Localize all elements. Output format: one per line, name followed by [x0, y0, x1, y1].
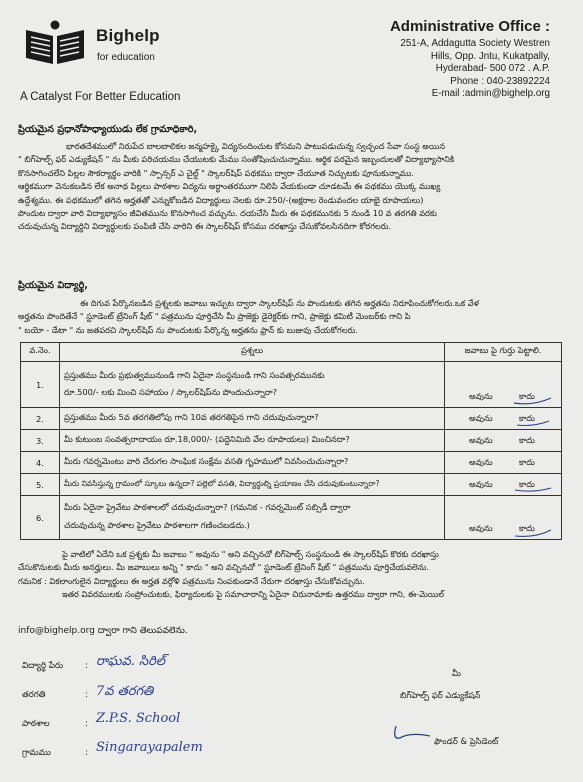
- answer-cell[interactable]: [445, 496, 562, 540]
- column-header-number: వ.నెం.: [21, 343, 60, 362]
- class-value[interactable]: 7వ తరగతి: [96, 684, 154, 699]
- intro-paragraph: [18, 140, 566, 234]
- question-cell: [60, 496, 445, 540]
- answer-cell[interactable]: [445, 408, 562, 430]
- table-row: [21, 362, 562, 408]
- row-number: 5.: [21, 474, 60, 496]
- paragraph-line: భారతదేశములో నిరుపేద బాలబాలికల జన్మహక్కై విద్యనందించుట కోసమని పాటుపడుచున్న స్వచ్ఛంద సేవా సంస్థ అయిన: [66, 141, 446, 151]
- founder-president-title: ఫౌండర్ & ప్రెసిడెంట్: [434, 736, 499, 746]
- contact-email-line[interactable]: info@bighelp.org ద్వారా గాని తెలుపవలెను.: [18, 626, 188, 636]
- tick-mark-icon: [513, 485, 553, 493]
- brand-name: Bighelp: [96, 26, 160, 45]
- paragraph-line: అర్హతను పొందితేనే " స్టూడెంట్ ట్రేనింగ్ షీట్ " పత్రమును పూర్తిచేసి మీ ప్రాజెక్టు డైరెక్టర్‌కు గాని, ప్రాజెక్టు కమిటీ మెంబర్‌కు గాని పి: [18, 311, 411, 322]
- school-value[interactable]: Z.P.S. School: [96, 711, 181, 726]
- tick-mark-icon: [513, 529, 553, 537]
- office-phone: Phone : 040-23892224: [450, 75, 550, 87]
- question-line: రూ.500/- లకు మించి సహాయం / స్కాలర్‌షిప్‌ను పొందుచున్నారా?: [64, 387, 278, 397]
- paragraph-line: ఈ దిగువ పేర్కొనబడిన ప్రశ్నలకు జవాబు ఇచ్చుట ద్వారా స్కాలర్‌షిప్ ను పొందుటకు తగిన అర్హతను నిరూపించుకోగలరు.ఒక వేళ: [80, 298, 479, 308]
- field-label-school: పాఠశాల: [22, 719, 50, 729]
- paragraph-line: ఆర్థికముగా వెనుకబడిన లేక అనాథ పిల్లలు పాఠశాల విద్యను అర్థాంతరముగా నిలిపి వేయకుండా చూడటమే ఈ పథకము యొక్క ముఖ్య: [18, 181, 441, 192]
- column-header-questions: ప్రశ్నలు: [60, 343, 445, 362]
- field-label-student-name: విద్యార్థి పేరు: [22, 661, 63, 671]
- paragraph-line: ఇతర వివరములకు సంప్రోంచుటకు, ఫిర్యాదులకు పై సమాచారాన్ని ఏదైనా చిరునామాకు ఉత్తరము ద్వారా గాని, ఈ-మెయిల్: [62, 589, 445, 600]
- answer-yes-option[interactable]: అవును: [469, 479, 493, 489]
- question-cell: ప్రస్తుతము మీరు 5వ తరగతిలోపు గాని 10వ తరగతిపైన గాని చదువుచున్నారా?: [60, 408, 445, 430]
- paragraph-line: పై వాటిలో ఏదేని ఒక ప్రశ్నకు మీ జవాబు " అవును " అని వచ్చినచో బిగ్‌హెల్ప్ సంస్థనుండి ఈ స్కాలర్‌షిప్ కొరకు దరఖాస్తు: [62, 549, 439, 559]
- table-row: [21, 452, 562, 474]
- field-label-village: గ్రామము: [22, 748, 51, 758]
- student-name-value[interactable]: రాఘవ. సిరిల్‌: [96, 654, 166, 669]
- answer-yes-option[interactable]: అవును: [469, 413, 493, 423]
- question-line: మీరు ఏదైనా ప్రైవేటు పాఠశాలలో చదువుచున్నారా? (గమనిక - గవర్నమెంట్ సబ్సిడీ ద్వారా: [64, 502, 351, 512]
- field-colon: :: [85, 661, 88, 671]
- question-line: చదువుచున్న పాఠశాల ప్రైవేటు పాఠశాలగా గణించబడదు.): [64, 520, 250, 530]
- row-number: 1.: [21, 362, 60, 408]
- paragraph-line: ఉద్దేశ్యము. ఈ పథకములో తగిన అర్హతతో ఎన్నుకోబడిన విద్యార్థులు నెలకు రూ.250/-(అక్షరాల రెండువందల యాభై రూపాయలు): [18, 194, 424, 205]
- organisation-name: బిగ్‌హెల్ప్ ఫర్ ఎడ్యుకేషన్: [400, 690, 481, 700]
- office-address: [400, 38, 550, 101]
- answer-cell[interactable]: [445, 452, 562, 474]
- table-row: [21, 474, 562, 496]
- brand-subtitle: for education: [97, 52, 155, 63]
- question-cell: మీరు గవర్నమెంటు వారి చేరుగల సాంఘిక సంక్షేమ వసతి గృహములో నివసించుచున్నారా?: [60, 452, 445, 474]
- paragraph-line: " బిగ్‌హెల్ప్ ఫర్ ఎడ్యుకేషన్ " ను మీకు పరిచయము చేయుటకు మేము సంతోషించుచున్నాము. ఆర్థిక పరమైన ఇబ్బందులతో విద్యాభ్యాసానికి: [18, 154, 455, 165]
- paragraph-line: గమనిక : వికలాంగులైన విద్యార్థులు ఈ అర్హత వర్గోళి పత్రమును నింపకుండానే నేరుగా దరఖాస్తు చేసుకోవచ్చును.: [18, 575, 365, 586]
- answer-cell[interactable]: [445, 430, 562, 452]
- row-number: 4.: [21, 452, 60, 474]
- answer-yes-option[interactable]: అవును: [469, 457, 493, 467]
- field-colon: :: [85, 748, 88, 758]
- question-cell: [60, 362, 445, 408]
- village-value[interactable]: Singarayapalem: [96, 740, 203, 755]
- field-colon: :: [85, 690, 88, 700]
- table-row: [21, 408, 562, 430]
- paragraph-line: చేసుకొనుటకు మీరు అనర్హులు. మీ జవాబులు అన్ని " కాదు " అని వచ్చినచో " స్టూడెంట్ ట్రేనింగ్ షీట్ " పత్రమును పూర్తిచేయవలెను.: [18, 562, 429, 573]
- paragraph-line: చదువుచున్న విద్యార్థిని విద్యార్థులకు పంపిణి చేసి వారిని ఈ స్కాలర్‌షిప్ కోసము దరఖాస్తు చేసుకోవలసినదిగా కోరగలరు.: [18, 221, 392, 232]
- office-email: E-mail :admin@bighelp.org: [431, 88, 550, 100]
- answer-no-option[interactable]: కాదు: [519, 523, 535, 533]
- question-cell: మీరు నివసిస్తున్న గ్రామంలో స్కూలు ఉన్నదా? పల్లెలో వసతి, విద్యార్థుల్ని ప్రయాణం చేసి చదువుకుంటున్నారా?: [60, 474, 445, 496]
- answer-no-option[interactable]: కాదు: [519, 435, 535, 445]
- answer-cell[interactable]: [445, 362, 562, 408]
- answer-no-option[interactable]: కాదు: [519, 457, 535, 467]
- answer-yes-option[interactable]: అవును: [469, 523, 493, 533]
- row-number: 3.: [21, 430, 60, 452]
- paragraph-line: కొనసాగించలేని పిల్లల సౌకర్యార్థం వారికి " స్పాన్సర్ ఎ చైల్డ్ " స్కాలర్‌షిప్ పథకము ద్వారా చేయూత నిచ్చుటకు పూనుకున్నాము.: [18, 167, 414, 178]
- salutation: ప్రియమైన ప్రధానోపాధ్యాయుడు లేక గ్రామాధికారి,: [18, 124, 198, 135]
- row-number: 2.: [21, 408, 60, 430]
- table-row: [21, 496, 562, 540]
- instructions-paragraph: [18, 548, 566, 602]
- table-row: [21, 430, 562, 452]
- row-number: 6.: [21, 496, 60, 540]
- tick-mark-icon: [513, 397, 553, 405]
- answer-yes-option[interactable]: అవును: [469, 435, 493, 445]
- column-header-answer: జవాబు పై గుర్తు పెట్టాలి.: [445, 343, 562, 362]
- question-cell: మీ కుటుంబ సంవత్సరాదాయం రూ.18,000/- (పద్దెనిమిది వేల రూపాయలు) మించినదా?: [60, 430, 445, 452]
- field-colon: :: [85, 719, 88, 729]
- student-heading: ప్రియమైన విద్యార్థి,: [18, 280, 88, 291]
- paragraph-line: " బయో - డేటా " ను జతపరచి స్కాలర్‌షిప్ ను పొందుటకు పేర్కొన్న అర్హతను ఫ్రాన్ కు బుజువు చేయకోగలరు.: [18, 324, 358, 335]
- answer-yes-option[interactable]: అవును: [469, 391, 493, 401]
- field-label-class: తరగతి: [22, 690, 46, 700]
- student-paragraph: [18, 297, 566, 337]
- tick-mark-icon: [513, 419, 553, 427]
- office-line: Hyderabad- 500 072 . A.P.: [435, 63, 550, 75]
- office-line: 251-A, Addagutta Society Westren: [400, 38, 550, 49]
- office-title: Administrative Office :: [389, 18, 550, 35]
- office-line: Hills, Opp. Jntu, Kukatpally,: [430, 50, 550, 62]
- tagline: A Catalyst For Better Education: [20, 91, 181, 103]
- signature-scribble-icon: [390, 722, 432, 746]
- answer-no-option[interactable]: కాదు: [519, 479, 535, 489]
- answer-no-option[interactable]: కాదు: [519, 413, 535, 423]
- book-person-logo-icon: [24, 20, 86, 66]
- answer-no-option[interactable]: కాదు: [519, 391, 535, 401]
- table-header-row: [21, 343, 562, 362]
- paragraph-line: పొందుట ద్వారా వారి విద్యాభ్యాసం జీవితమును కొనసాగించ వచ్చును. దయచేసి మీరు ఈ పథకమునకు 5 నుండి 10 వ తరగతి వరకు: [18, 207, 437, 218]
- eligibility-questions-table: [20, 342, 562, 540]
- closing-mee: మీ: [452, 668, 461, 678]
- answer-cell[interactable]: [445, 474, 562, 496]
- question-line: ప్రస్తుతము మీరు ప్రభుత్వమునుండి గాని ఏదైనా సంస్థనుండి గాని సంవత్సరమునకు: [64, 370, 325, 380]
